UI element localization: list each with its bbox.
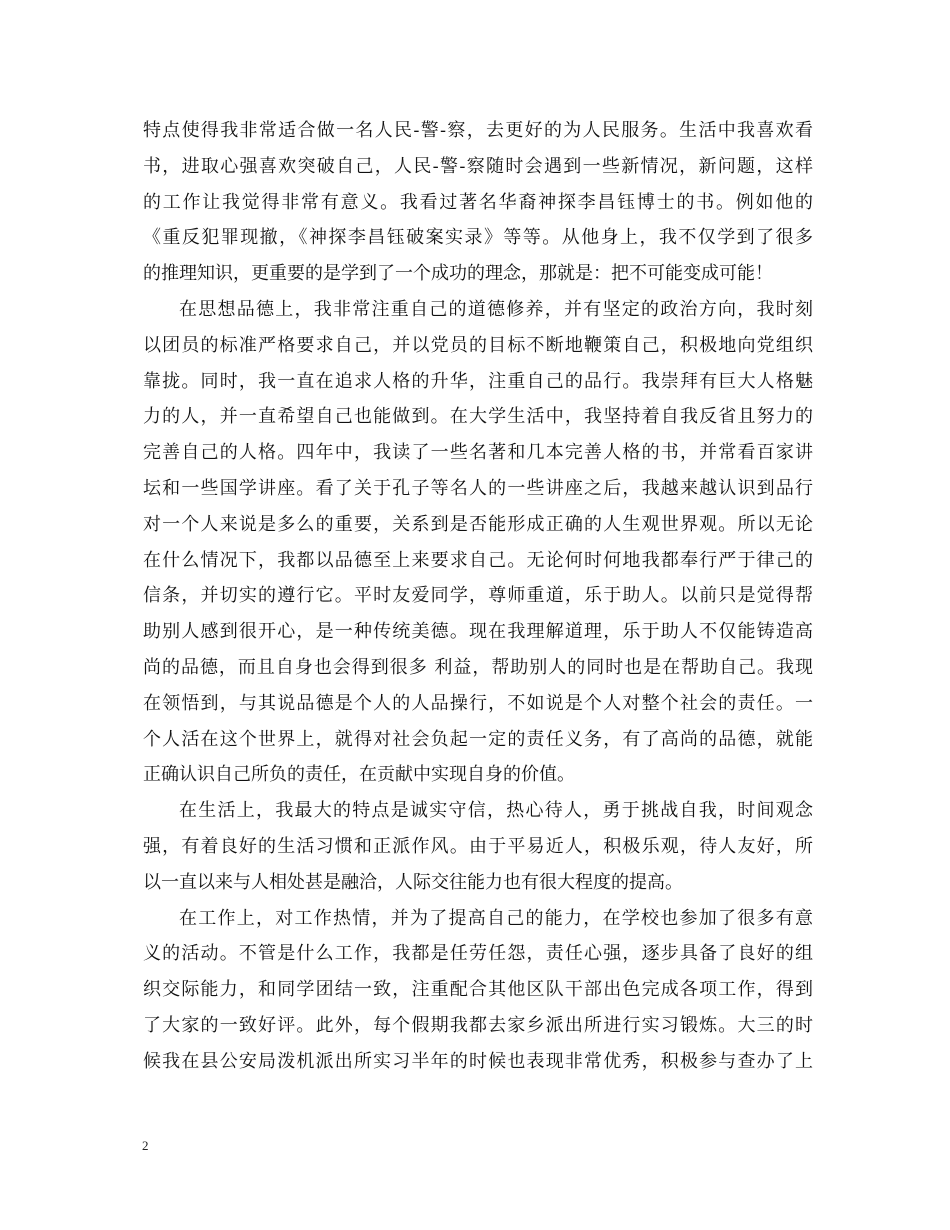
text-line: 助别人感到很开心，是一种传统美德。现在我理解道理，乐于助人不仅能铸造高 <box>143 621 813 643</box>
paragraph-1 <box>143 113 813 292</box>
text-line: 在什么情况下，我都以品德至上来要求自己。无论何时何地我都奉行严于律己的 <box>143 549 813 571</box>
text-line: 义的活动。不管是什么工作，我都是任劳任怨，责任心强，逐步具备了良好的组 <box>143 943 813 965</box>
text-line: 书，进取心强喜欢突破自己，人民-警-察随时会遇到一些新情况，新问题，这样 <box>143 155 813 177</box>
text-line: 在生活上，我最大的特点是诚实守信，热心待人，勇于挑战自我，时间观念 <box>179 800 813 822</box>
text-line: 以团员的标准严格要求自己，并以党员的目标不断地鞭策自己，积极地向党组织 <box>143 334 813 356</box>
text-line: 坛和一些国学讲座。看了关于孔子等名人的一些讲座之后，我越来越认识到品行 <box>143 477 813 499</box>
text-line: 在工作上，对工作热情，并为了提高自己的能力，在学校也参加了很多有意 <box>179 907 813 929</box>
text-line: 个人活在这个世界上，就得对社会负起一定的责任义务，有了高尚的品德，就能 <box>143 728 813 750</box>
text-line: 的推理知识，更重要的是学到了一个成功的理念，那就是：把不可能变成可能！ <box>143 263 773 285</box>
text-line: 以一直以来与人相处甚是融洽，人际交往能力也有很大程度的提高。 <box>143 871 683 893</box>
text-line: 靠拢。同时，我一直在追求人格的升华，注重自己的品行。我崇拜有巨大人格魅 <box>143 370 813 392</box>
text-line: 的工作让我觉得非常有意义。我看过著名华裔神探李昌钰博士的书。例如他的 <box>143 191 813 213</box>
text-line: 强，有着良好的生活习惯和正派作风。由于平易近人，积极乐观，待人友好，所 <box>143 835 813 857</box>
text-line: 候我在县公安局泼机派出所实习半年的时候也表现非常优秀，积极参与查办了上 <box>143 1050 813 1072</box>
text-line: 完善自己的人格。四年中，我读了一些名著和几本完善人格的书，并常看百家讲 <box>143 442 813 464</box>
text-line: 织交际能力，和同学团结一致，注重配合其他区队干部出色完成各项工作，得到 <box>143 979 813 1001</box>
text-line: 在思想品德上，我非常注重自己的道德修养，并有坚定的政治方向，我时刻 <box>179 298 813 320</box>
body-text <box>143 113 813 1080</box>
paragraph-3 <box>143 793 813 900</box>
text-line: 在领悟到，与其说品德是个人的人品操行，不如说是个人对整个社会的责任。一 <box>143 692 813 714</box>
text-line: 对一个人来说是多么的重要，关系到是否能形成正确的人生观世界观。所以无论 <box>143 513 813 535</box>
text-line: 正确认识自己所负的责任，在贡献中实现自身的价值。 <box>143 764 575 786</box>
page-number: 2 <box>142 1138 149 1153</box>
paragraph-4 <box>143 901 813 1080</box>
text-line: 尚的品德，而且自身也会得到很多 利益，帮助别人的同时也是在帮助自己。我现 <box>143 656 813 678</box>
text-line: 《重反犯罪现撤，《神探李昌钰破案实录》等等。从他身上，我不仅学到了很多 <box>143 227 813 249</box>
text-line: 信条，并切实的遵行它。平时友爱同学，尊师重道，乐于助人。以前只是觉得帮 <box>143 585 813 607</box>
text-line: 特点使得我非常适合做一名人民-警-察，去更好的为人民服务。生活中我喜欢看 <box>143 120 813 141</box>
text-line: 力的人，并一直希望自己也能做到。在大学生活中，我坚持着自我反省且努力的 <box>143 406 813 428</box>
paragraph-2 <box>143 292 813 793</box>
text-line: 了大家的一致好评。此外，每个假期我都去家乡派出所进行实习锻炼。大三的时 <box>143 1014 813 1036</box>
